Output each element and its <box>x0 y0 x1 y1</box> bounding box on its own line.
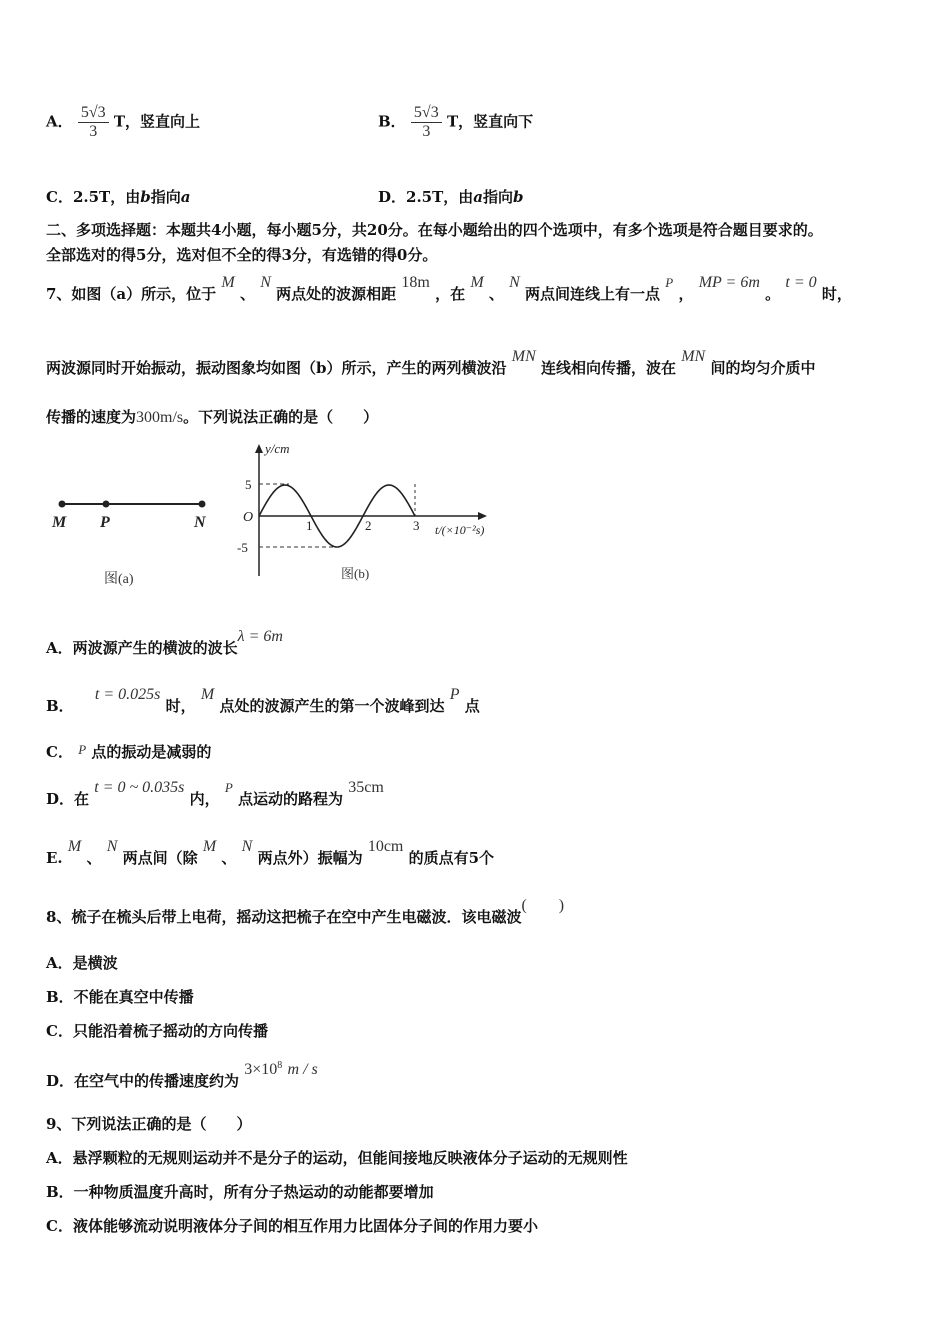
q9-stem: 9、下列说法正确的是（ ） <box>46 1115 252 1133</box>
q8-option-d-math: $3\times 10^8$ m / s <box>244 1060 318 1078</box>
q6-option-a: A． $\frac{5√3}{3}$ T，竖直向上 <box>46 104 201 140</box>
q8-option-c: C．只能沿着梳子摇动的方向传播 <box>46 1022 268 1040</box>
x-axis-label: t/(×10⁻²s) <box>435 523 485 537</box>
q8-option-b: B．不能在真空中传播 <box>46 988 194 1006</box>
section2-line2: 全部选对的得5分，选对但不全的得3分，有选错的得0分。 <box>46 246 438 264</box>
q7-option-c: C． P 点的振动是减弱的 <box>46 742 212 761</box>
figure-a <box>40 490 230 590</box>
q7-stem-line1: 7、如图（a）所示，位于 M 、 N 两点处的波源相距 18m ，在 M 、 N 两点间连线上有一点 P ， MP = 6m 。 t = 0 时， <box>46 274 852 303</box>
x-axis-arrow <box>478 512 487 520</box>
q9-option-c: C．液体能够流动说明液体分子间的相互作用力比固体分子间的作用力要小 <box>46 1217 538 1235</box>
q6-option-b-fraction: $\frac{5√3}{3}$ <box>411 104 442 141</box>
label-p: P <box>100 514 110 531</box>
q7-stem-line3: 传播的速度为300m/s。下列说法正确的是（ ） <box>46 408 379 426</box>
q6-option-c: C．2.5T，由b指向a <box>46 188 191 206</box>
q8-stem: 8、梳子在梳头后带上电荷，摇动这把梳子在空中产生电磁波．该电磁波( ) <box>46 897 565 926</box>
q7-option-d: D．在 t = 0 ~ 0.035s 内， P 点运动的路程为 35cm <box>46 779 384 808</box>
q6-option-d: D．2.5T，由a指向b <box>378 188 524 206</box>
point-n <box>199 501 206 508</box>
q7-option-a: A．两波源产生的横波的波长λ = 6m <box>46 628 283 657</box>
q6-option-a-fraction: $\frac{5√3}{3}$ <box>78 104 109 141</box>
section2-line1: 二、多项选择题：本题共4小题，每小题5分，共20分。在每小题给出的四个选项中，有多个选项是符合题目要求的。 <box>46 221 823 239</box>
label-m: M <box>52 514 67 531</box>
caption-b: 图(b) <box>341 566 370 581</box>
origin-label: O <box>243 510 254 525</box>
xtick-1: 1 <box>306 518 313 533</box>
q9-option-b: B．一种物质温度升高时，所有分子热运动的动能都要增加 <box>46 1183 434 1201</box>
q8-option-d: D．在空气中的传播速度约为 $3\times 10^8$ m / s <box>46 1060 318 1090</box>
caption-a: 图(a) <box>104 572 134 587</box>
q6-option-b: B． $\frac{5√3}{3}$ T，竖直向下 <box>378 104 534 140</box>
q8-option-a: A．是横波 <box>46 954 118 972</box>
figure-b <box>225 438 515 588</box>
xtick-3: 3 <box>413 518 420 533</box>
point-p <box>103 501 110 508</box>
label-n: N <box>194 514 206 531</box>
ytick-5: 5 <box>245 477 252 492</box>
point-m <box>59 501 66 508</box>
q7-option-b: B． t = 0.025s 时， M 点处的波源产生的第一个波峰到达 P 点 <box>46 686 480 715</box>
q7-option-e: E. M 、 N 两点间（除 M 、 N 两点外）振幅为 10cm 的质点有5个 <box>46 838 495 867</box>
q9-option-a: A．悬浮颗粒的无规则运动并不是分子的运动，但能间接地反映液体分子运动的无规则性 <box>46 1149 628 1167</box>
ytick-neg5: -5 <box>237 540 248 555</box>
y-axis-arrow <box>255 444 263 453</box>
y-axis-label: y/cm <box>265 441 290 456</box>
q7-stem-line2: 两波源同时开始振动，振动图象均如图（b）所示，产生的两列横波沿 MN 连线相向传播，波在 MN 间的均匀介质中 <box>46 348 816 377</box>
xtick-2: 2 <box>365 518 372 533</box>
